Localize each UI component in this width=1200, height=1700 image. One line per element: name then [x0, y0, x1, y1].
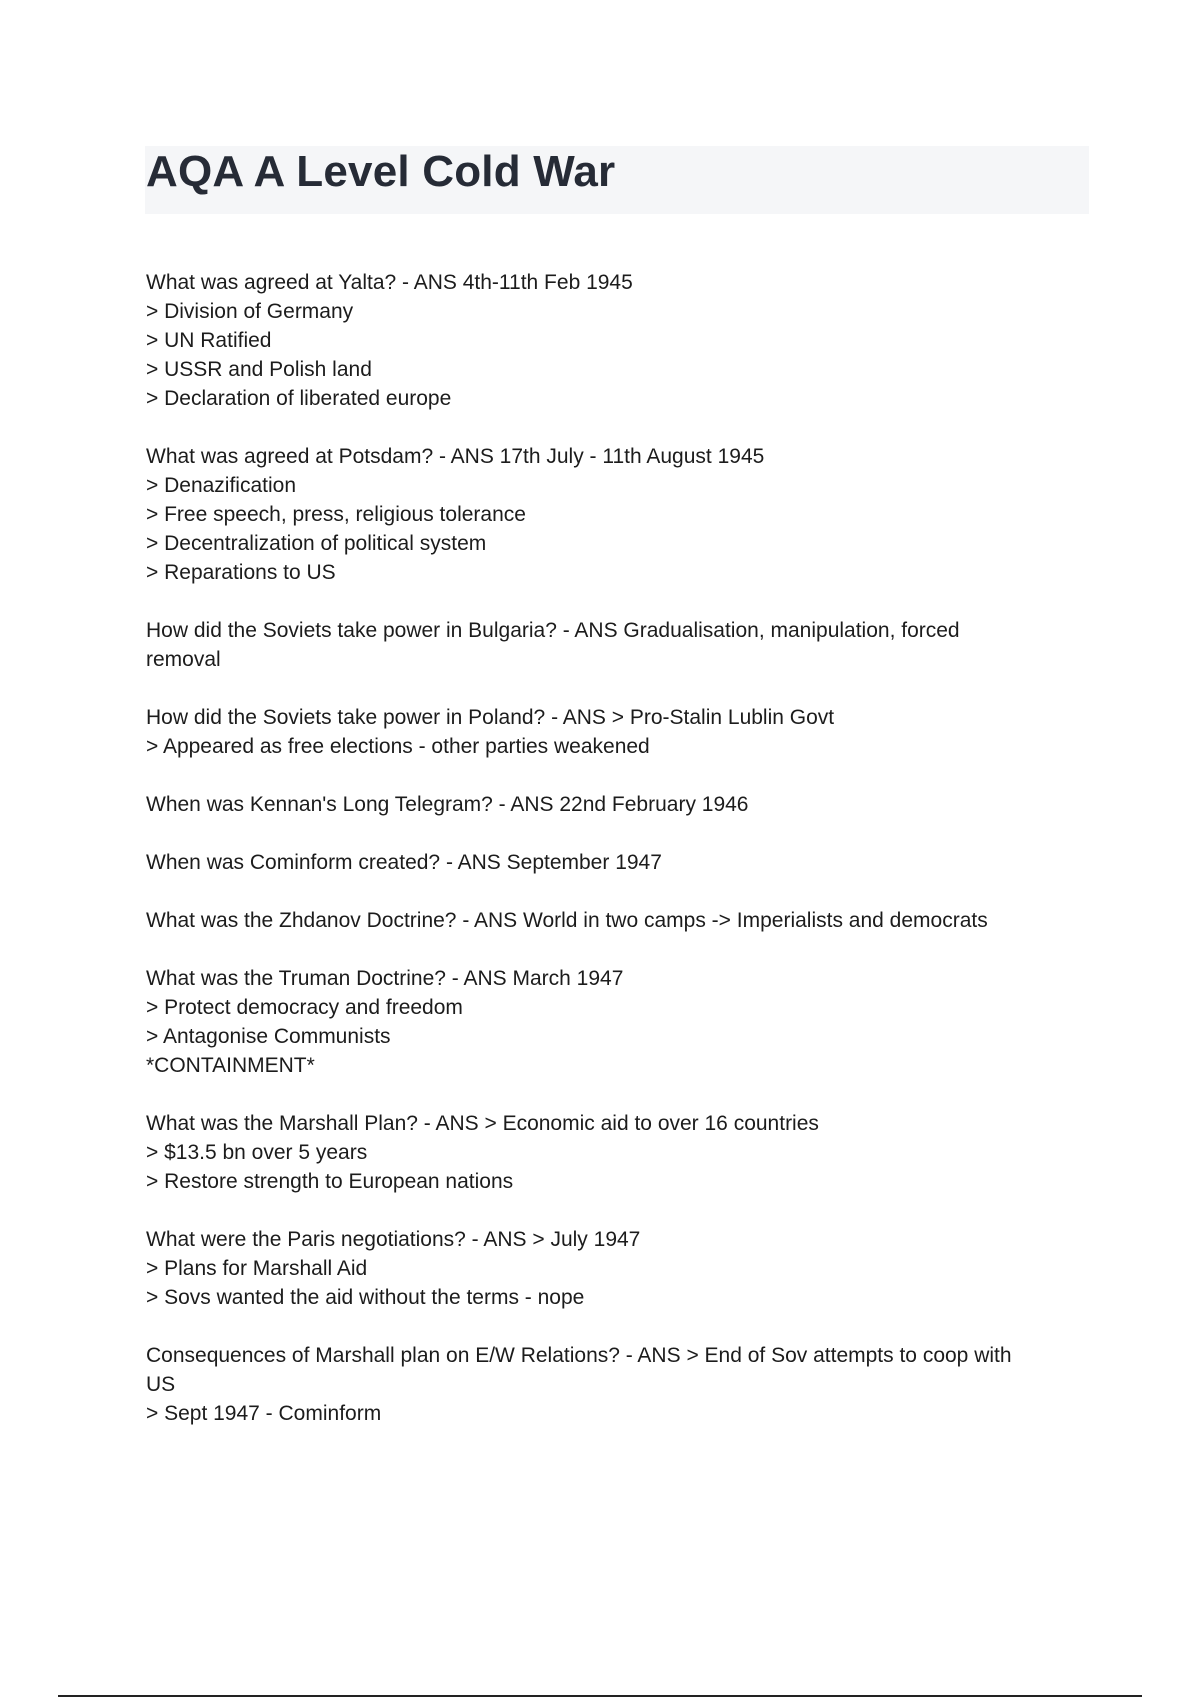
qa-item: [146, 703, 1076, 761]
qa-list: [146, 268, 1076, 1457]
qa-answer-line: *CONTAINMENT*: [146, 1054, 315, 1077]
qa-item: [146, 268, 1076, 413]
qa-answer-line: > USSR and Polish land: [146, 358, 372, 381]
page-title: AQA A Level Cold War: [146, 147, 616, 196]
qa-question-line: What were the Paris negotiations? - ANS > July 1947: [146, 1228, 641, 1251]
qa-question-line: How did the Soviets take power in Bulgaria? - ANS Gradualisation, manipulation, forced: [146, 619, 960, 642]
qa-answer-line: > Decentralization of political system: [146, 532, 487, 555]
qa-item: [146, 906, 1076, 935]
qa-question-line: What was agreed at Yalta? - ANS 4th-11th Feb 1945: [146, 271, 633, 294]
qa-item: [146, 1225, 1076, 1312]
qa-item: [146, 848, 1076, 877]
qa-answer-line: > Appeared as free elections - other parties weakened: [146, 735, 650, 758]
qa-answer-line: removal: [146, 648, 221, 671]
qa-answer-line: > Free speech, press, religious tolerance: [146, 503, 526, 526]
qa-answer-line: > Denazification: [146, 474, 297, 497]
qa-item: [146, 790, 1076, 819]
qa-question-line: Consequences of Marshall plan on E/W Relations? - ANS > End of Sov attempts to coop with: [146, 1344, 1012, 1367]
qa-answer-line: > Reparations to US: [146, 561, 336, 584]
qa-answer-line: US: [146, 1373, 176, 1396]
qa-item: [146, 442, 1076, 587]
qa-answer-line: > $13.5 bn over 5 years: [146, 1141, 368, 1164]
qa-question-line: What was agreed at Potsdam? - ANS 17th July - 11th August 1945: [146, 445, 765, 468]
qa-question-line: What was the Zhdanov Doctrine? - ANS World in two camps -> Imperialists and democrats: [146, 909, 988, 932]
qa-item: [146, 1341, 1076, 1428]
qa-answer-line: > Sept 1947 - Cominform: [146, 1402, 382, 1425]
qa-answer-line: > Sovs wanted the aid without the terms - nope: [146, 1286, 585, 1309]
qa-question-line: What was the Truman Doctrine? - ANS March 1947: [146, 967, 624, 990]
qa-question-line: When was Cominform created? - ANS September 1947: [146, 851, 662, 874]
qa-answer-line: > Declaration of liberated europe: [146, 387, 452, 410]
qa-answer-line: > Plans for Marshall Aid: [146, 1257, 368, 1280]
qa-question-line: How did the Soviets take power in Poland? - ANS > Pro-Stalin Lublin Govt: [146, 706, 835, 729]
qa-answer-line: > Restore strength to European nations: [146, 1170, 514, 1193]
qa-question-line: What was the Marshall Plan? - ANS > Economic aid to over 16 countries: [146, 1112, 819, 1135]
qa-answer-line: > Division of Germany: [146, 300, 354, 323]
qa-answer-line: > Antagonise Communists: [146, 1025, 391, 1048]
qa-item: [146, 964, 1076, 1080]
qa-question-line: When was Kennan's Long Telegram? - ANS 22nd February 1946: [146, 793, 749, 816]
footer-divider: [58, 1695, 1142, 1697]
qa-answer-line: > Protect democracy and freedom: [146, 996, 463, 1019]
qa-answer-line: > UN Ratified: [146, 329, 272, 352]
qa-item: [146, 616, 1076, 674]
qa-item: [146, 1109, 1076, 1196]
